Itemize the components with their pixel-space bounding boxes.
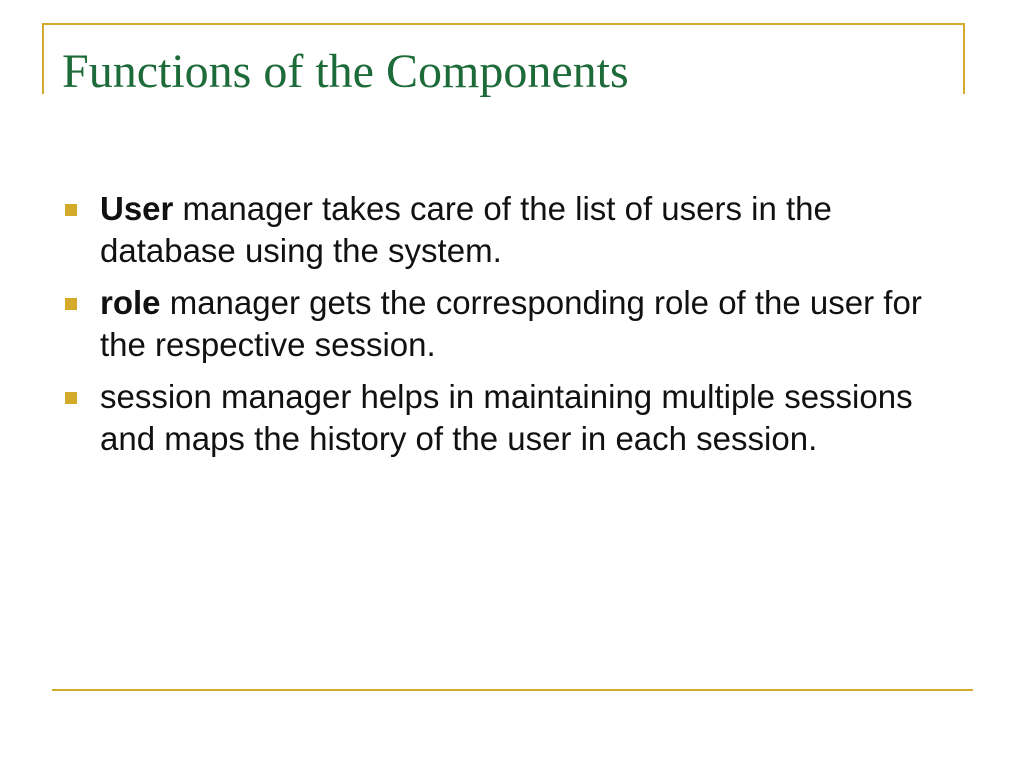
frame-bottom-line: [52, 689, 973, 691]
bullet-bold-term: role: [100, 284, 161, 321]
frame-right-line: [963, 23, 965, 94]
bullet-bold-term: User: [100, 190, 174, 227]
bullet-item-session-manager: [62, 376, 962, 460]
bullet-text: manager gets the corresponding role of the user for the respective session.: [100, 284, 922, 363]
slide-title: Functions of the Components: [62, 45, 629, 98]
bullet-item-role-manager: [62, 282, 962, 366]
bullet-text: session manager helps in maintaining multiple sessions and maps the history of the user in each session.: [100, 378, 913, 457]
bullet-list: [62, 188, 962, 470]
square-bullet-icon: [65, 204, 77, 216]
frame-left-line: [42, 23, 44, 94]
square-bullet-icon: [65, 298, 77, 310]
bullet-text: manager takes care of the list of users in the database using the system.: [100, 190, 832, 269]
frame-top-line: [42, 23, 965, 25]
square-bullet-icon: [65, 392, 77, 404]
bullet-item-user-manager: [62, 188, 962, 272]
